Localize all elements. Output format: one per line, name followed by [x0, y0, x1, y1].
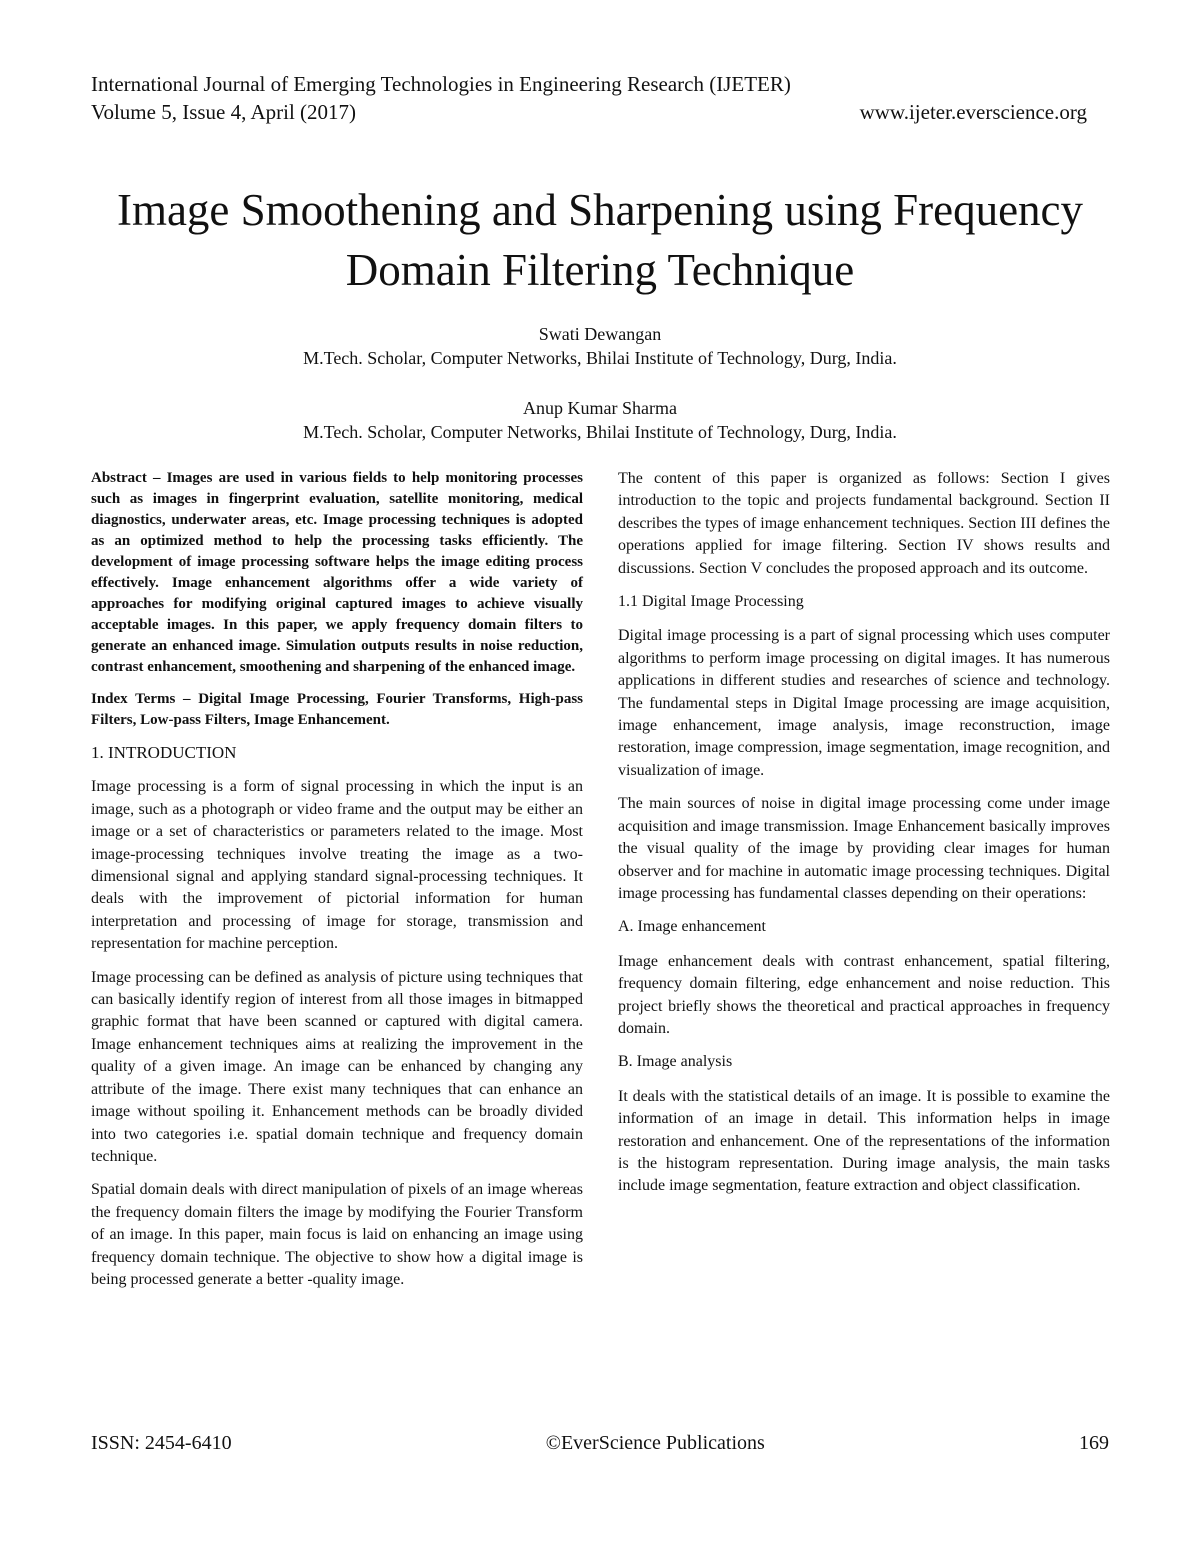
paragraph: Image processing can be defined as analysis of picture using techniques that can basically identify region of interest from all those images in bitmapped graphic format that have been scanned or captured with digital camera. Image enhancement techniques aims at realizing the improvement in the quality of a given image. An image can be enhanced by changing any attribute of the image. There exist many techniques that can enhance an image without spoiling it. Enhancement methods can be broadly divided into two categories i.e. spatial domain technique and frequency domain technique. — [91, 968, 583, 1165]
paragraph: Image enhancement deals with contrast enhancement, spatial filtering, frequency domain filtering, edge enhancement and noise reduction. This project briefly shows the theoretical and practical approaches in frequency domain. — [618, 952, 1110, 1037]
author-affiliation: M.Tech. Scholar, Computer Networks, Bhilai Institute of Technology, Durg, India. — [303, 348, 897, 368]
volume-issue: Volume 5, Issue 4, April (2017) — [91, 100, 357, 124]
section-heading-introduction: 1. INTRODUCTION — [91, 743, 237, 762]
issn: ISSN: 2454-6410 — [91, 1432, 232, 1454]
left-column — [91, 468, 583, 1302]
author-block — [100, 396, 1100, 444]
author-affiliation: M.Tech. Scholar, Computer Networks, Bhilai Institute of Technology, Durg, India. — [303, 422, 897, 442]
page-number: 169 — [1078, 1432, 1109, 1454]
paragraph: The main sources of noise in digital image processing come under image acquisition and image transmission. Image Enhancement basically improves the visual quality of the image by providing clear images for human observer and for machine in automatic image processing techniques. Digital image processing has fundamental classes depending on their operations: — [618, 795, 1110, 902]
author-block — [100, 322, 1100, 370]
right-column — [618, 468, 1110, 1209]
paragraph: It deals with the statistical details of an image. It is possible to examine the information of an image in detail. This information helps in image restoration and enhancement. One of the representations of the information is the histogram representation. During image analysis, the main tasks include image segmentation, feature extraction and object classification. — [618, 1087, 1110, 1195]
paper-title: Image Smoothening and Sharpening using Frequency Domain Filtering Technique — [116, 185, 1084, 295]
author-name: Swati Dewangan — [538, 324, 662, 344]
subsection-heading-dip: 1.1 Digital Image Processing — [618, 593, 804, 611]
paragraph: Image processing is a form of signal processing in which the input is an image, such as a photograph or video frame and the output may be either an image or a set of characteristics or parameters related to the image. Most image-processing techniques involve treating the image as a two-dimensional signal and applying standard signal-processing techniques. It deals with the improvement of pictorial information for human interpretation and processing of image for storage, transmission and representation for machine perception. — [91, 778, 583, 953]
abstract: Abstract – Images are used in various fields to help monitoring processes such as images in fingerprint evaluation, satellite monitoring, medical diagnostics, underwater areas, etc. Image processing techniques is adopted as an optimized method to help the processing tasks efficiently. The development of image processing software helps the image editing process effectively. Image enhancement algorithms offer a wide variety of approaches for modifying original captured images to achieve visually acceptable images. In this paper, we apply frequency domain filters to generate an enhanced image. Simulation outputs results in noise reduction, contrast enhancement, smoothening and sharpening of the enhanced image. — [91, 470, 583, 675]
subsection-heading-enhancement: A. Image enhancement — [618, 918, 766, 936]
author-name: Anup Kumar Sharma — [523, 398, 677, 418]
paragraph: The content of this paper is organized as follows: Section I gives introduction to the topic and projects fundamental background. Section II describes the types of image enhancement techniques. Section III defines the operations applied for image filtering. Section IV shows results and discussions. Section V concludes the proposed approach and its outcome. — [618, 470, 1110, 577]
page-footer — [91, 1430, 1109, 1456]
header-second-row — [91, 98, 1087, 126]
journal-website: www.ijeter.everscience.org — [859, 100, 1087, 124]
publisher: ©EverScience Publications — [545, 1432, 765, 1454]
running-header — [91, 70, 1087, 126]
index-terms: Index Terms – Digital Image Processing, Fourier Transforms, High-pass Filters, Low-pass Filters, Image Enhancement. — [91, 691, 583, 728]
paragraph: Digital image processing is a part of signal processing which uses computer algorithms to perform image processing on digital images. It has numerous applications in different studies and researches of science and technology. The fundamental steps in Digital Image processing are image acquisition, image enhancement, image analysis, image reconstruction, image restoration, image compression, image segmentation, image recognition, and visualization of image. — [618, 627, 1110, 779]
author-list — [100, 322, 1100, 444]
subsection-heading-analysis: B. Image analysis — [618, 1053, 733, 1071]
paragraph: Spatial domain deals with direct manipulation of pixels of an image whereas the frequency domain filters the image by modifying the Fourier Transform of an image. In this paper, main focus is laid on enhancing an image using frequency domain technique. The objective to show how a digital image is being processed generate a better -quality image. — [91, 1181, 583, 1288]
journal-name: International Journal of Emerging Technologies in Engineering Research (IJETER) — [91, 72, 791, 96]
